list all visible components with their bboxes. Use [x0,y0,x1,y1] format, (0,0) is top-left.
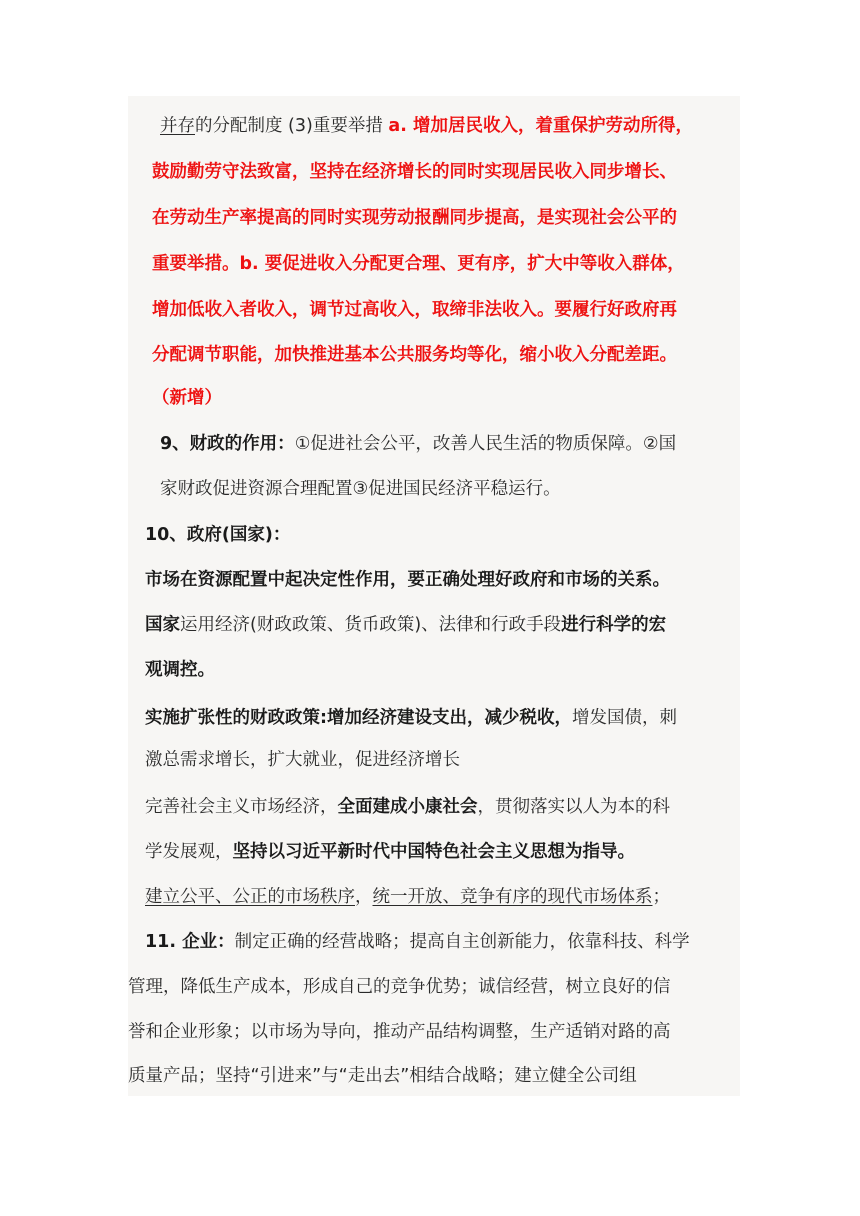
text-perfect-economy: 完善社会主义市场经济， [145,797,338,817]
line-fiscal-policy [145,706,677,730]
line-macro-control [145,613,666,637]
item-9-text: ①促进社会公平，改善人民生活的物质保障。②国 [294,434,677,454]
text-coexist: 并存 [160,116,195,136]
line-market-order [145,885,670,909]
line-new-added: （新增） [152,388,222,408]
item-11-text: 制定正确的经营战略；提高自主创新能力，依靠科技、科学 [234,932,690,952]
text-issue-bonds: 增发国债，刺 [572,708,677,728]
text-macro-control: 进行科学的宏 [561,615,667,635]
text-means: 运用经济(财政政策、货币政策)、法律和行政手段 [180,615,562,635]
text-market-order: 建立公平、公正的市场秩序 [145,887,355,907]
text-expansionary-policy: 实施扩张性的财政政策:增加经济建设支出，减少税收， [145,708,572,728]
line-item-11-cont-3: 质量产品；坚持“引进来”与“走出去”相结合战略；建立健全公司组 [128,1066,637,1086]
text-guiding-thought: 坚持以习近平新时代中国特色社会主义思想为指导。 [232,842,635,862]
line-item-11-cont-1: 管理，降低生产成本，形成自己的竞争优势；诚信经营，树立良好的信 [128,977,671,997]
line-fiscal-policy-cont: 激总需求增长，扩大就业，促进经济增长 [145,750,460,770]
line-item-10-heading: 10、政府(国家)： [145,525,291,545]
line-1 [160,114,693,138]
line-3: 在劳动生产率提高的同时实现劳动报酬同步提高，是实现社会公平的 [152,208,677,228]
text-semicolon: ； [652,887,670,907]
text-red-measure-a: a. 增加居民收入，着重保护劳动所得， [388,116,693,136]
text-state: 国家 [145,615,180,635]
text-xiaokang: 全面建成小康社会 [337,797,478,817]
text-market-system: 统一开放、竞争有序的现代市场体系 [372,887,653,907]
line-4: 重要举措。b. 要促进收入分配更合理、更有序，扩大中等收入群体， [152,254,685,274]
line-5: 增加低收入者收入，调节过高收入，取缔非法收入。要履行好政府再 [152,300,677,320]
item-11-heading: 11. 企业： [145,932,235,952]
line-item-11 [145,930,690,954]
line-market-role: 市场在资源配置中起决定性作用，要正确处理好政府和市场的关系。 [145,570,670,590]
text-comma: ， [355,887,373,907]
text-distribution-system: 的分配制度 (3)重要举措 [195,116,389,136]
item-9-heading: 9、财政的作用： [160,434,295,454]
line-development-view [145,840,635,864]
line-item-11-cont-2: 誉和企业形象；以市场为导向，推动产品结构调整，生产适销对路的高 [128,1022,671,1042]
text-implement: ，贯彻落实以人为本的科 [477,797,670,817]
line-6: 分配调节职能，加快推进基本公共服务均等化，缩小收入分配差距。 [152,345,677,365]
line-item-9 [160,432,676,456]
line-2: 鼓励勤劳守法致富，坚持在经济增长的同时实现居民收入同步增长、 [152,162,677,182]
line-market-economy [145,795,670,819]
line-item-9-cont: 家财政促进资源合理配置③促进国民经济平稳运行。 [160,479,561,499]
line-macro-control-cont: 观调控。 [145,660,215,680]
text-development-view: 学发展观， [145,842,233,862]
